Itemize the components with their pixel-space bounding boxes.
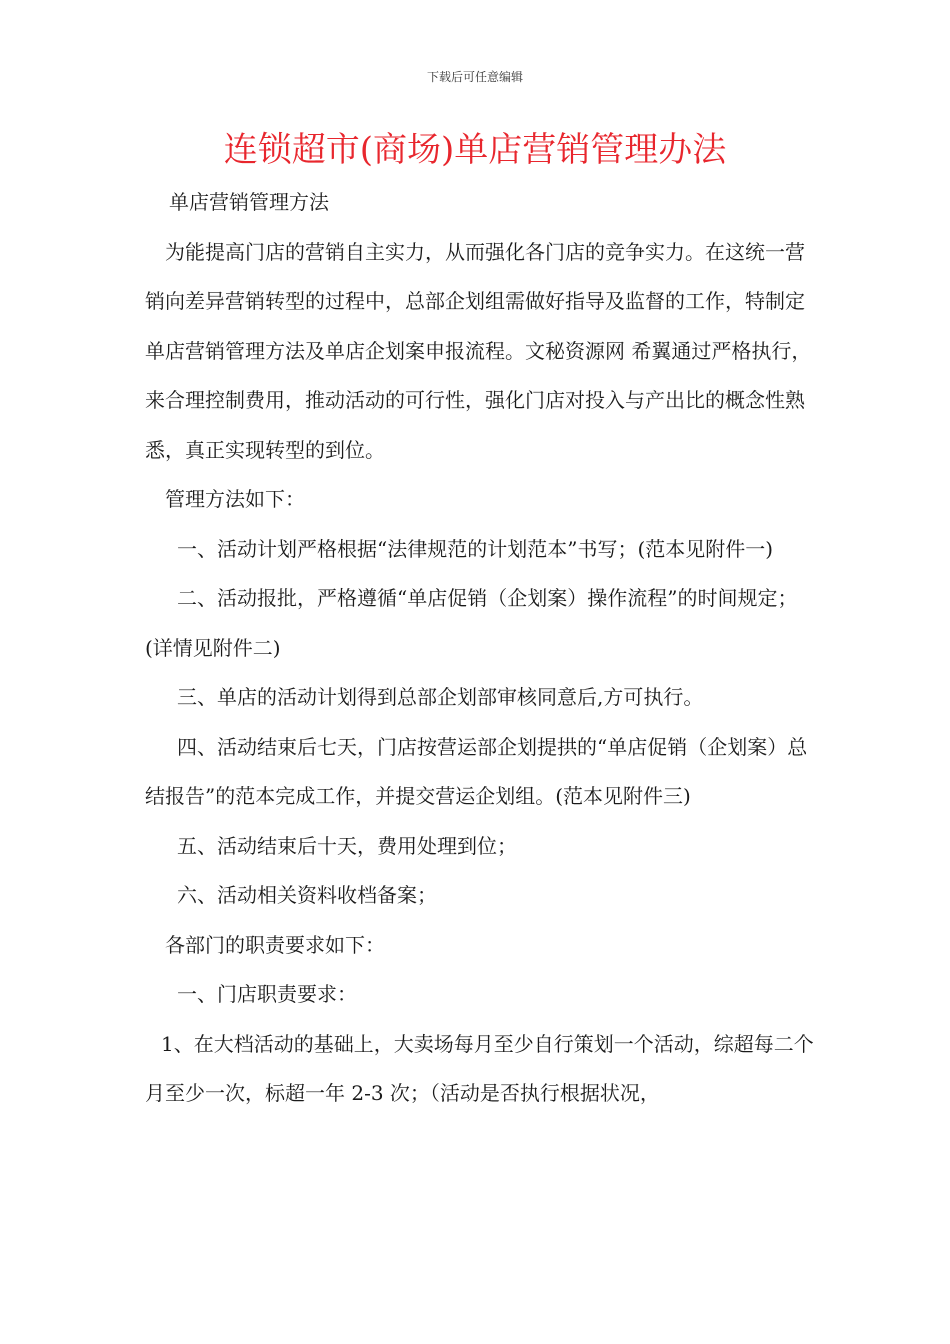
method-text: 活动结束后七天，门店按营运部企划提拱的“单店促销（企划案）总结报告”的范本完成工作，并提交营运企划组。(范本见附件三) [145, 734, 808, 808]
method-text: 活动报批，严格遵循“单店促销（企划案）操作流程”的时间规定；(详情见附件二) [145, 586, 798, 660]
duty-section-number: 一、 [177, 982, 217, 1006]
method-text: 活动结束后十天，费用处理到位； [217, 833, 517, 858]
method-text: 活动计划严格根据“法律规范的计划范本”书写；(范本见附件一) [217, 536, 774, 561]
duty-item-1: 1、在大档活动的基础上，大卖场每月至少自行策划一个活动，综超每二个月至少一次，标超一年 2-3 次；（活动是否执行根据状况， [145, 1031, 814, 1105]
method-number: 三、 [177, 685, 217, 709]
method-number: 六、 [177, 883, 217, 907]
duties-heading: 各部门的职责要求如下： [165, 932, 385, 957]
methods-heading: 管理方法如下： [165, 487, 305, 511]
method-text: 活动相关资料收档备案； [217, 883, 437, 907]
method-item-4 [145, 723, 815, 822]
method-item-6 [145, 871, 815, 921]
method-number: 二、 [177, 586, 217, 610]
document-body [145, 178, 815, 1119]
method-item-5 [145, 822, 815, 872]
method-number: 五、 [177, 833, 217, 858]
method-number: 四、 [177, 734, 217, 759]
duty-section-text: 门店职责要求： [217, 982, 357, 1006]
subtitle: 单店营销管理方法 [169, 190, 329, 214]
method-number: 一、 [177, 536, 217, 561]
method-item-1 [145, 525, 815, 575]
duty-section-store [145, 970, 815, 1020]
header-note: 下载后可任意编辑 [426, 70, 523, 84]
document-title: 连锁超市(商场)单店营销管理办法 [223, 130, 727, 170]
method-item-3 [145, 673, 815, 723]
method-item-2 [145, 574, 815, 673]
method-text: 单店的活动计划得到总部企划部审核同意后,方可执行。 [217, 685, 704, 709]
intro-paragraph: 为能提高门店的营销自主实力，从而强化各门店的竞争实力。在这统一营销向差异营销转型的过程中，总部企划组需做好指导及监督的工作，特制定单店营销管理方法及单店企划案申报流程。文秘资源网 希翼通过严格执行，来合理控制费用，推动活动的可行性，强化门店对投入与产出比的概念性熟悉，真正实现转型的到位。 [145, 239, 812, 462]
